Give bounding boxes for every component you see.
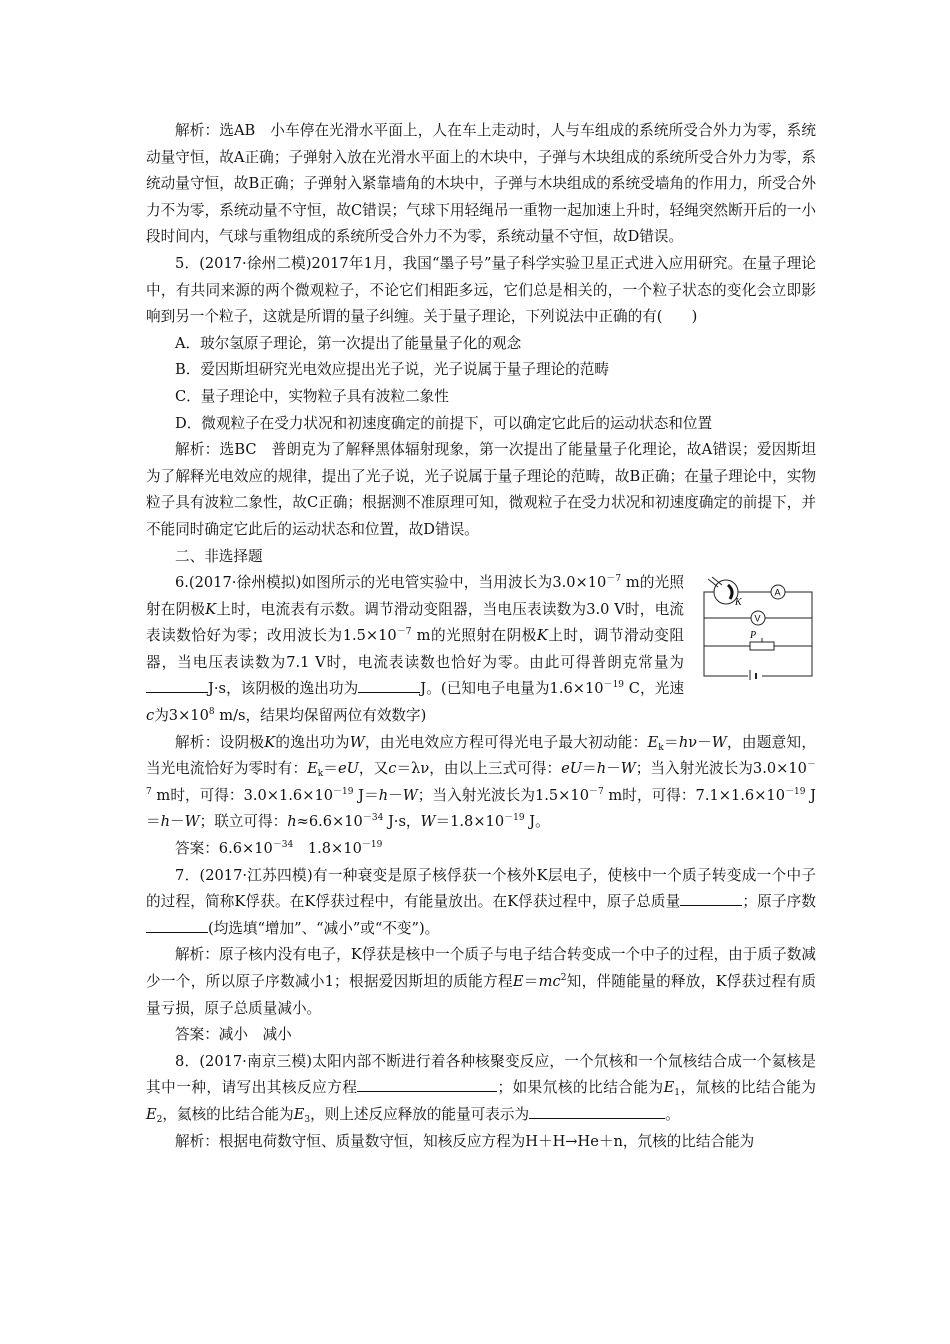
answer-blank <box>529 1104 629 1119</box>
svg-text:V: V <box>754 613 761 624</box>
q6-block <box>146 570 816 730</box>
answer-blank <box>680 891 742 906</box>
q6-analysis: 解析：设阴极K的逸出功为W，由光电效应方程可得光电子最大初动能：$E_k=h\nu-W$，由题意知，当光电流恰好为零时有：$E_k=eU$，又c＝λν，由以上三式可得：eU＝h－W；当入射光波长为$3.0\times 10^{-7}$ m时，可得：$3.0\times 1.6\times 10^{-19}$ J＝h－W；当入射光波长为$1.5\times 10^{-7}$ m时，可得：$7.1\times 1.6\times 10^{-19}$ J＝h－W；联立可得：$h\approx 6.6\times 10^{-34}$ J·s，$W=1.8\times 10^{-19}$ J。 <box>146 733 817 831</box>
q4-analysis: 解析：选AB 小车停在光滑水平面上，人在车上走动时，人与车组成的系统所受合外力为零，系统动量守恒，故A正确；子弹射入放在光滑水平面上的木块中，子弹与木块组成的系统所受合外力为零，系统动量守恒，故B正确；子弹射入紧靠墙角的木块中，子弹与木块组成的系统受墙角的作用力，所受合外力不为零，系统动量不守恒，故C错误；气球下用轻绳吊一重物一起加速上升时，轻绳突然断开后的一小段时间内，气球与重物组成的系统所受合外力不为零，系统动量不守恒，故D错误。 <box>146 122 816 246</box>
answer-blank <box>629 1104 665 1119</box>
answer-blank <box>358 678 420 693</box>
answer-blank <box>357 1077 497 1092</box>
q5-option-b: B．爱因斯坦研究光电效应提出光子说，光子说属于量子理论的范畴 <box>175 361 609 379</box>
q5-option-d: D．微观粒子在受力状况和初速度确定的前提下，可以确定它此后的运动状态和位置 <box>175 414 713 432</box>
label-k: K <box>735 597 742 609</box>
q5-option-c: C．量子理论中，实物粒子具有波粒二象性 <box>175 387 449 405</box>
section-title: 二、非选择题 <box>175 547 263 565</box>
answer-blank <box>146 918 208 933</box>
q5-stem: 5．(2017·徐州二模)2017年1月，我国“墨子号”量子科学实验卫星正式进入应用研究。在量子理论中，有共同来源的两个微观粒子，不论它们相距多远，它们总是相关的，一个粒子状态的变化会立即影响到另一个粒子，这就是所谓的量子纠缠。关于量子理论，下列说法中正确的有( ) <box>146 254 816 326</box>
document-page <box>146 118 816 1155</box>
q8-stem: 8．(2017·南京三模)太阳内部不断进行着各种核聚变反应，一个氘核和一个氚核结合成一个氦核是其中一种，请写出其核反应方程 ；如果氘核的比结合能为$E_1$，氚核的比结合能为$E_2$，氦核的比结合能为$E_3$，则上述反应释放的能量可表示为 。 <box>146 1052 816 1125</box>
q8-analysis: 解析：根据电荷数守恒、质量数守恒，知核反应方程为H＋H→He＋n，氘核的比结合能为 <box>175 1132 755 1150</box>
q7-answer: 答案：减小 减小 <box>175 1026 292 1044</box>
q7-stem: 7．(2017·江苏四模)有一种衰变是原子核俘获一个核外K层电子，使核中一个质子转变成一个中子的过程，简称K俘获。在K俘获过程中，有能量放出。在K俘获过程中，原子总质量 ；原子序数(均选填“增加”、“减小”或“不变”)。 <box>146 866 816 937</box>
phototube-circuit-diagram <box>698 576 816 680</box>
answer-blank <box>146 678 208 693</box>
rheostat-icon <box>750 642 774 650</box>
q7-analysis: 解析：原子核内没有电子，K俘获是核中一个质子与电子结合转变成一个中子的过程，由于质子数减少一个，所以原子序数减小1；根据爱因斯坦的质能方程$E=mc^2$知，伴随能量的释放，K俘获过程有质量亏损，原子总质量减小。 <box>146 946 816 1017</box>
q6-answer: 答案：$6.6\times 10^{-34}$ $1.8\times 10^{-19}$ <box>175 840 383 858</box>
q6-stem: 6.(2017·徐州模拟)如图所示的光电管实验中，当用波长为$3.0\times 10^{-7}$ m的光照射在阴极K上时，电流表有示数。调节滑动变阻器，当电压表读数为3.0 V时，电流表读数恰好为零；改用波长为$1.5\times 10^{-7}$ m的光照射在阴极K上时，调节滑动变阻器，当电压表读数为7.1 V时，电流表读数也恰好为零。由此可得普朗克常量为J·s，该阴极的逸出功为 J。(已知电子电量为$1.6\times 10^{-19}$ C，光速c为$3\times 10^8$ m/s，结果均保留两位有效数字) <box>146 574 684 725</box>
q5-option-a: A．玻尔氢原子理论，第一次提出了能量量子化的观念 <box>175 334 522 352</box>
svg-text:A: A <box>774 587 781 598</box>
q5-analysis: 解析：选BC 普朗克为了解释黑体辐射现象，第一次提出了能量量子化理论，故A错误；爱因斯坦为了解释光电效应的规律，提出了光子说，光子说属于量子理论的范畴，故B正确；在量子理论中，实物粒子具有波粒二象性，故C正确；根据测不准原理可知，微观粒子在受力状况和初速度确定的前提下，并不能同时确定它此后的运动状态和位置，故D错误。 <box>146 441 816 538</box>
svg-text:P: P <box>750 630 757 642</box>
